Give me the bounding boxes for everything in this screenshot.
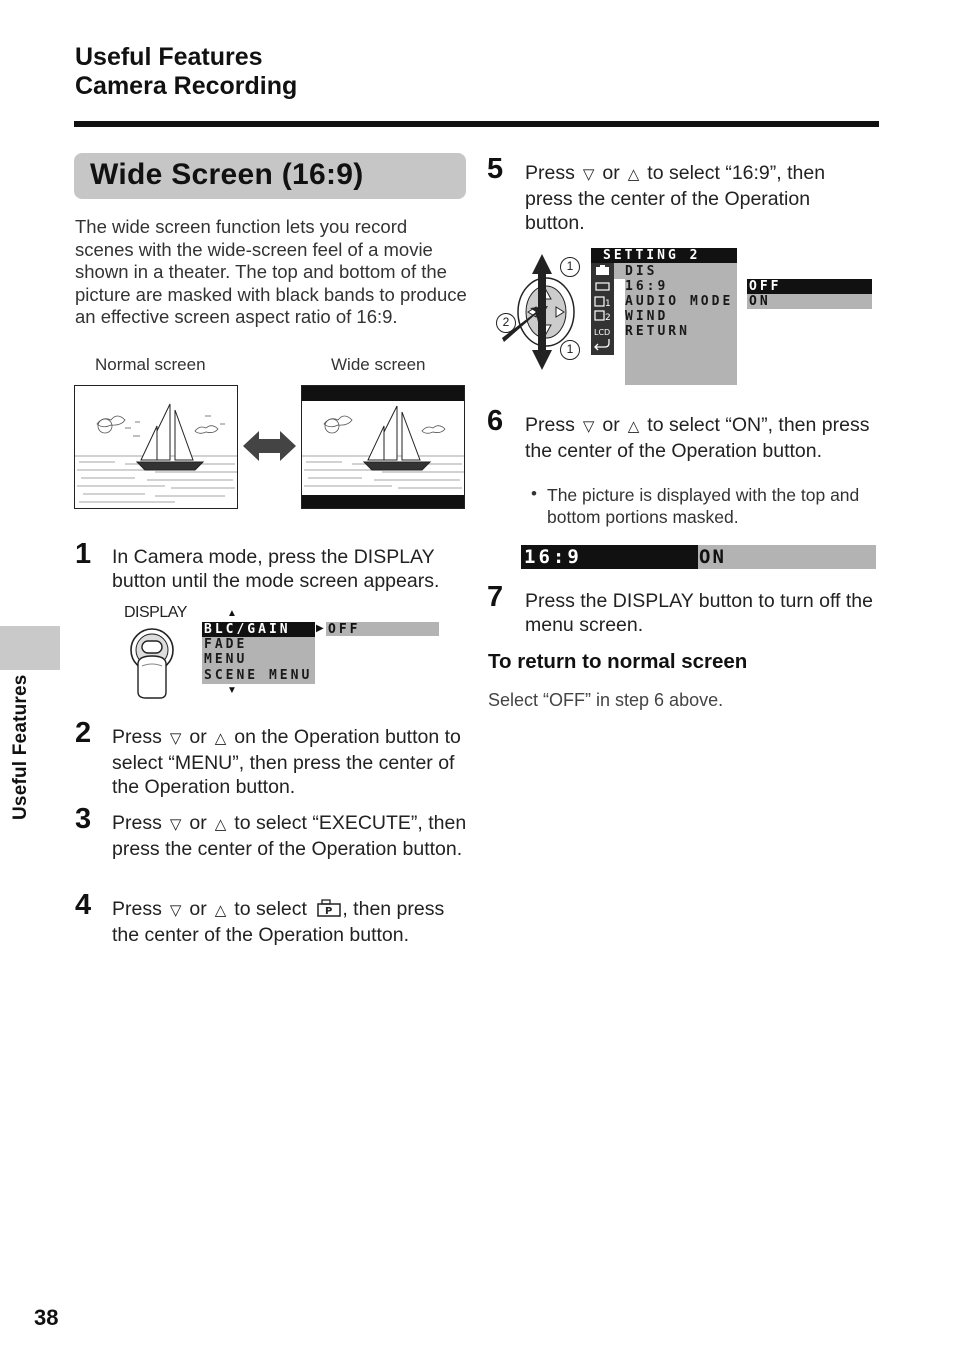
step-1-text: In Camera mode, press the DISPLAY button until the mode screen appears. — [112, 546, 440, 592]
svg-text:P: P — [325, 906, 333, 917]
step-5-press: Press — [525, 162, 575, 184]
chapter-heading-line2: Camera Recording — [75, 72, 298, 100]
menu-pointer-icon: ▶ — [316, 623, 324, 634]
callout-1-bottom: 1 — [560, 340, 580, 360]
section-title: Wide Screen (16:9) — [90, 158, 364, 191]
step-3-or: or — [189, 812, 207, 834]
menu-down-arrow-icon: ▼ — [227, 685, 237, 696]
bullet-icon: • — [531, 484, 537, 503]
down-triangle-icon: ▽ — [582, 166, 595, 183]
chapter-heading-line1: Useful Features — [75, 43, 263, 71]
down-triangle-icon: ▽ — [169, 730, 182, 747]
step-4-press: Press — [112, 898, 162, 920]
step-2-or: or — [189, 726, 207, 748]
check-2-icon — [595, 311, 604, 320]
display-button-label: DISPLAY — [124, 604, 187, 621]
step-6-number: 6 — [487, 405, 504, 437]
lcd-icon: LCD — [594, 328, 611, 337]
double-arrow-icon — [243, 428, 296, 464]
down-triangle-icon: ▽ — [169, 902, 182, 919]
step-3-number: 3 — [75, 803, 92, 835]
step-6-press: Press — [525, 414, 575, 436]
down-triangle-icon: ▽ — [582, 418, 595, 435]
menu-up-arrow-icon: ▲ — [227, 608, 237, 619]
display-button-icon — [124, 624, 184, 700]
menu-item-blc-gain: BLC/GAIN — [202, 622, 315, 637]
check-1-icon — [595, 297, 604, 306]
sailboat-illustration — [75, 386, 238, 509]
intro-paragraph: The wide screen function lets you record scenes with the wide-screen feel of a movie shown in a theater. The top and bottom of the picture are masked with black bands to produce an effective screen aspect ratio of 16:9. — [75, 216, 467, 327]
ratio-bar-label: 16:9 — [524, 546, 582, 568]
page-number: 38 — [34, 1305, 59, 1330]
normal-screen-caption: Normal screen — [95, 355, 206, 374]
header-rule — [74, 121, 879, 127]
check-2-label: 2 — [605, 313, 611, 323]
return-heading: To return to normal screen — [488, 650, 748, 673]
setting-item-return: RETURN — [625, 324, 690, 339]
setting-item-dis: DIS — [625, 264, 658, 279]
callout-2: 2 — [496, 313, 516, 333]
up-triangle-icon: △ — [627, 166, 640, 183]
step-4-text — [112, 897, 457, 947]
step-4-number: 4 — [75, 889, 92, 921]
wide-screen-image — [301, 385, 465, 509]
setting-item-16-9: 16:9 — [625, 279, 669, 294]
setting-icons — [593, 264, 613, 354]
side-tab-label: Useful Features — [10, 674, 31, 820]
step-5-text — [525, 161, 870, 235]
menu-item-menu: MENU — [204, 652, 248, 667]
setting-item-audio-mode: AUDIO MODE — [625, 294, 734, 309]
setting-option-on: ON — [747, 294, 872, 309]
up-triangle-icon: △ — [214, 902, 227, 919]
up-triangle-icon: △ — [627, 418, 640, 435]
step-3-text — [112, 811, 472, 861]
step-7-number: 7 — [487, 581, 504, 613]
step-2-text — [112, 725, 472, 799]
step-5-rest: to select “16:9”, then press the center of the Operation button. — [525, 162, 826, 234]
check-1-label: 1 — [605, 299, 611, 309]
camera-setting-icon — [316, 898, 342, 918]
step-5-number: 5 — [487, 153, 504, 185]
ratio-bar-value: ON — [699, 546, 726, 568]
return-icon — [595, 339, 609, 350]
setting-icon — [596, 283, 609, 290]
step-6-rest: to select “ON”, then press the center of the Operation button. — [525, 414, 870, 462]
callout-1-top: 1 — [560, 257, 580, 277]
sailboat-wide-illustration — [302, 386, 465, 509]
step-6-bullet: The picture is displayed with the top and bottom portions masked. — [547, 485, 860, 527]
step-1-number: 1 — [75, 538, 92, 570]
down-triangle-icon: ▽ — [169, 816, 182, 833]
menu-item-fade: FADE — [204, 637, 248, 652]
menu-item-scene-menu: SCENE MENU — [204, 668, 313, 683]
normal-screen-image — [74, 385, 238, 509]
setting-item-wind: WIND — [625, 309, 669, 324]
setting-option-off: OFF — [747, 279, 872, 294]
up-triangle-icon: △ — [214, 730, 227, 747]
step-7-text: Press the DISPLAY button to turn off the menu screen. — [525, 590, 873, 636]
camera-icon — [596, 267, 609, 275]
setting-menu-title: SETTING 2 — [591, 248, 737, 263]
step-4-mid: to select — [234, 898, 307, 920]
up-triangle-icon: △ — [214, 816, 227, 833]
step-3-press: Press — [112, 812, 162, 834]
wide-screen-caption: Wide screen — [331, 355, 426, 374]
step-6-or: or — [602, 414, 620, 436]
chapter-heading — [75, 43, 297, 101]
step-2-number: 2 — [75, 717, 92, 749]
return-text: Select “OFF” in step 6 above. — [488, 690, 724, 710]
step-4-rest: , then press the center of the Operation button. — [112, 898, 445, 946]
step-2-press: Press — [112, 726, 162, 748]
step-4-or: or — [189, 898, 207, 920]
step-5-or: or — [602, 162, 620, 184]
step-2-rest: on the Operation button to select “MENU”, then press the center of the Operation button. — [112, 726, 461, 798]
step-6-text — [525, 413, 870, 463]
menu-value-off: OFF — [326, 622, 439, 636]
step-3-rest: to select “EXECUTE”, then press the center of the Operation button. — [112, 812, 467, 860]
